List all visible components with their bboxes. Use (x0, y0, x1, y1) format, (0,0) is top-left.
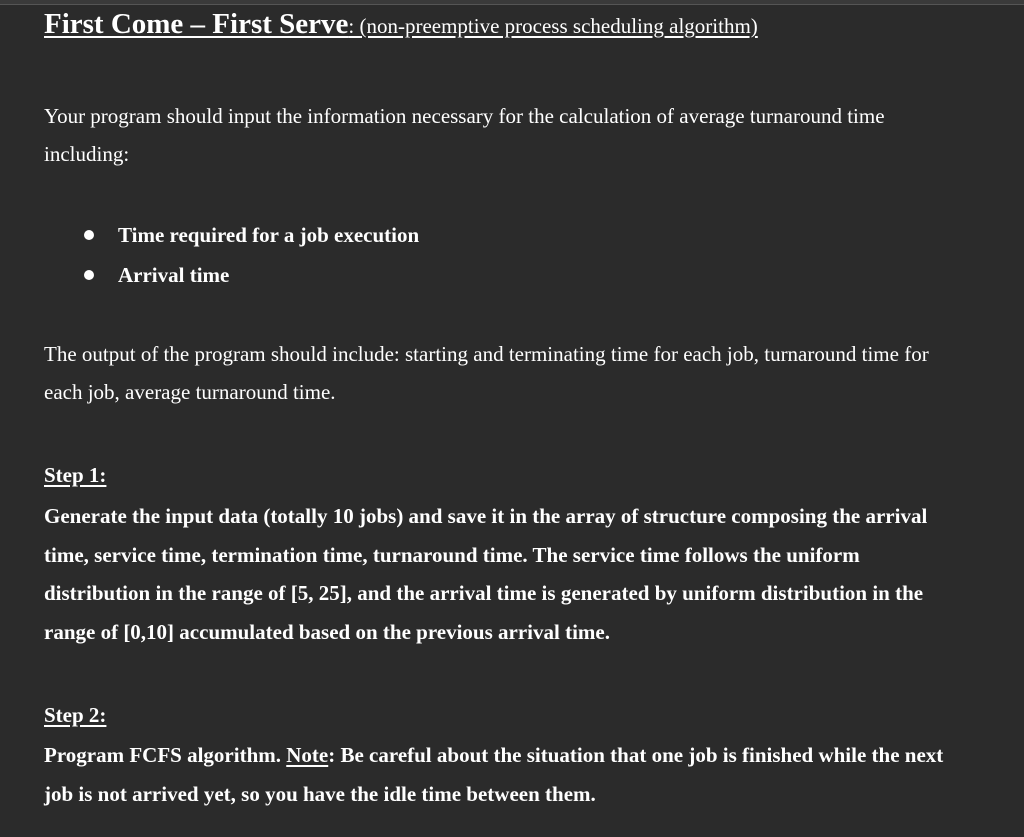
step2-heading: Step 2: (44, 703, 107, 727)
list-item (0, 255, 900, 295)
step1-body: Generate the input data (totally 10 jobs) and save it in the array of structure composing the arrival time, service time, termination time, turnaround time. The service time follows the uniform distribution in the range of [5, 25], and the arrival time is generated by uniform distribution in the range of [0,10] accumulated based on the previous arrival time. (44, 504, 928, 644)
bullet-icon (84, 230, 94, 240)
title-subtitle: : (non-preemptive process scheduling algorithm) (348, 14, 758, 38)
list-item-text: Arrival time (118, 263, 230, 287)
step2-body (44, 736, 944, 813)
step2-body-end: : Be careful about the situation that one job is finished while the next job is not arrived yet, so you have the idle time between them. (44, 743, 944, 806)
step2-body-start: Program FCFS algorithm. (44, 743, 287, 767)
title-main: First Come – First Serve (44, 8, 349, 40)
note-label: Note (286, 743, 329, 767)
step1-heading: Step 1: (44, 463, 107, 487)
requirements-list (0, 215, 900, 295)
intro-paragraph: Your program should input the information necessary for the calculation of average turnaround time including: (44, 104, 885, 166)
list-item-text: Time required for a job execution (118, 223, 420, 247)
output-paragraph: The output of the program should include: starting and terminating time for each job, turnaround time for each job, average turnaround time. (44, 342, 929, 404)
page-title (44, 4, 758, 49)
bullet-icon (84, 270, 94, 280)
list-item (0, 215, 900, 255)
